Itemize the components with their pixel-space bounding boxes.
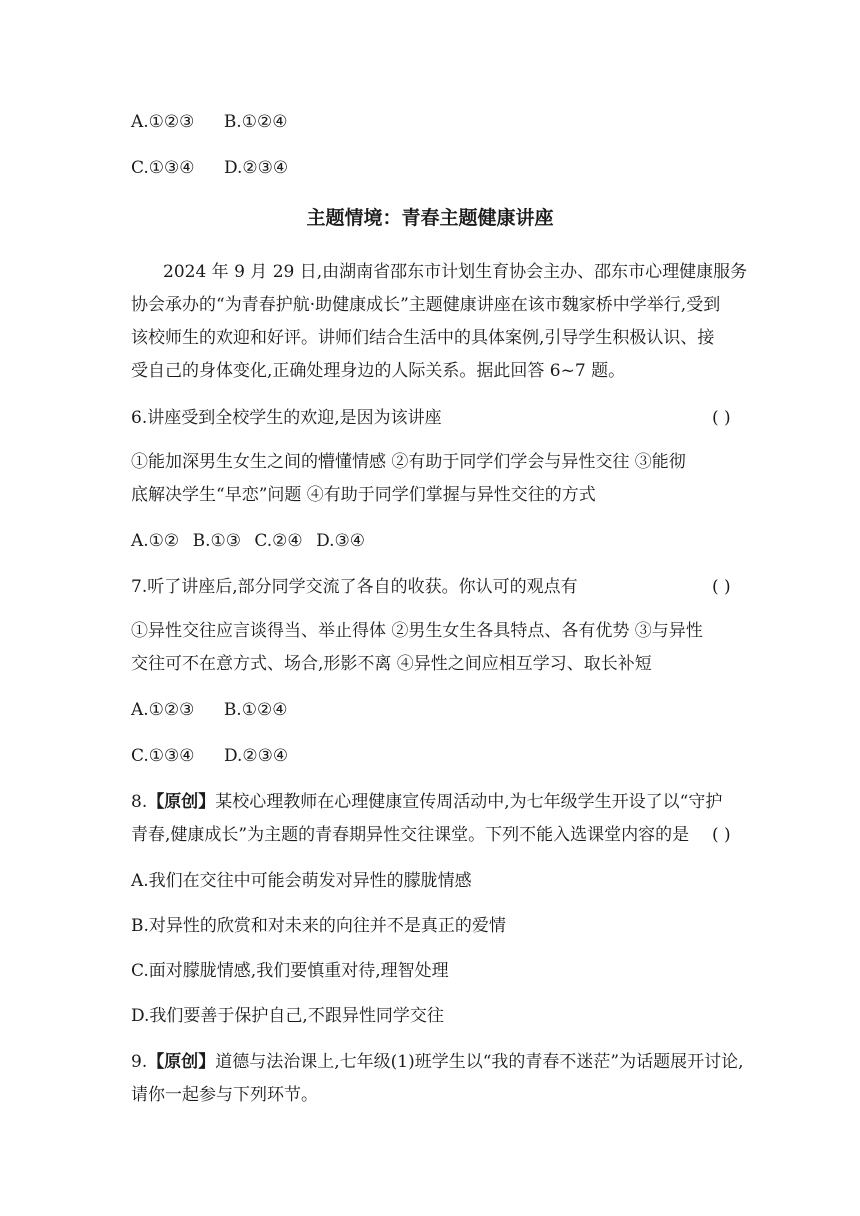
q8-stem-text: 某校心理教师在心理健康宣传周活动中,为七年级学生开设了以“守护 [215,792,723,812]
q6-stem: 6.讲座受到全校学生的欢迎,是因为该讲座 [131,408,442,428]
q7-option-c: C.①③④ [131,746,195,766]
q9-stem-text: 道德与法治课上,七年级(1)班学生以“我的青春不迷茫”为话题展开讨论, [215,1052,744,1072]
q9-stem-line-1 [131,1050,744,1074]
q5-options-row-1 [131,110,287,134]
q8-option-c: C.面对朦胧情感,我们要慎重对待,理智处理 [131,961,449,981]
section-title: 主题情境：青春主题健康讲座 [306,207,554,229]
passage-line: 受自己的身体变化,正确处理身边的人际关系。据此回答 6~7 题。 [131,361,626,381]
q8-original-tag: 【原创】 [147,792,216,812]
q7-stem: 7.听了讲座后,部分同学交流了各自的收获。你认可的观点有 [131,577,578,597]
q6-statement-line: 底解决学生“早恋”问题 ④有助于同学们掌握与异性交往的方式 [131,485,596,505]
q6-option-c: C.②④ [254,531,303,551]
q8-number: 8. [131,792,148,812]
q8-option-a: A.我们在交往中可能会萌发对异性的朦胧情感 [131,871,472,891]
q7-options-row-2 [131,744,288,768]
q7-options-row-1 [131,698,287,722]
q9-original-tag: 【原创】 [147,1052,216,1072]
q6-answer-paren: ( ) [712,408,731,428]
q8-stem-line-2: 青春,健康成长”为主题的青春期异性交往课堂。下列不能入选课堂内容的是 [131,825,690,845]
q9-number: 9. [131,1052,148,1072]
q8-option-b: B.对异性的欣赏和对未来的向往并不是真正的爱情 [131,916,506,936]
q7-answer-paren: ( ) [712,577,731,597]
q7-option-a: A.①②③ [131,700,195,720]
q8-option-d: D.我们要善于保护自己,不跟异性同学交往 [131,1006,444,1026]
passage-line: 2024 年 9 月 29 日,由湖南省邵东市计划生育协会主办、邵东市心理健康服务 [163,262,748,282]
q6-statement-line: ①能加深男生女生之间的懵懂情感 ②有助于同学们学会与异性交往 ③能彻 [131,452,686,472]
q6-option-a: A.①② [131,531,180,551]
q8-answer-paren: ( ) [712,825,731,845]
q6-option-b: B.①③ [192,531,241,551]
q5-option-c: C.①③④ [131,158,195,178]
q7-statement-line: 交往可不在意方式、场合,形影不离 ④异性之间应相互学习、取长补短 [131,654,652,674]
q7-option-b: B.①②④ [223,700,288,720]
q5-options-row-2 [131,156,288,180]
q5-option-d: D.②③④ [223,158,289,178]
q6-options [131,529,365,553]
passage-line: 该校师生的欢迎和好评。讲师们结合生活中的具体案例,引导学生积极认识、接 [131,328,715,348]
q7-option-d: D.②③④ [223,746,289,766]
q5-option-b: B.①②④ [223,112,288,132]
q9-stem-line-2: 请你一起参与下列环节。 [131,1085,318,1105]
q7-statement-line: ①异性交往应言谈得当、举止得体 ②男生女生各具特点、各有优势 ③与异性 [131,621,703,641]
q8-stem-line-1 [131,790,722,814]
q5-option-a: A.①②③ [131,112,195,132]
q6-option-d: D.③④ [316,531,365,551]
passage-line: 协会承办的“为青春护航·助健康成长”主题健康讲座在该市魏家桥中学举行,受到 [131,295,721,315]
